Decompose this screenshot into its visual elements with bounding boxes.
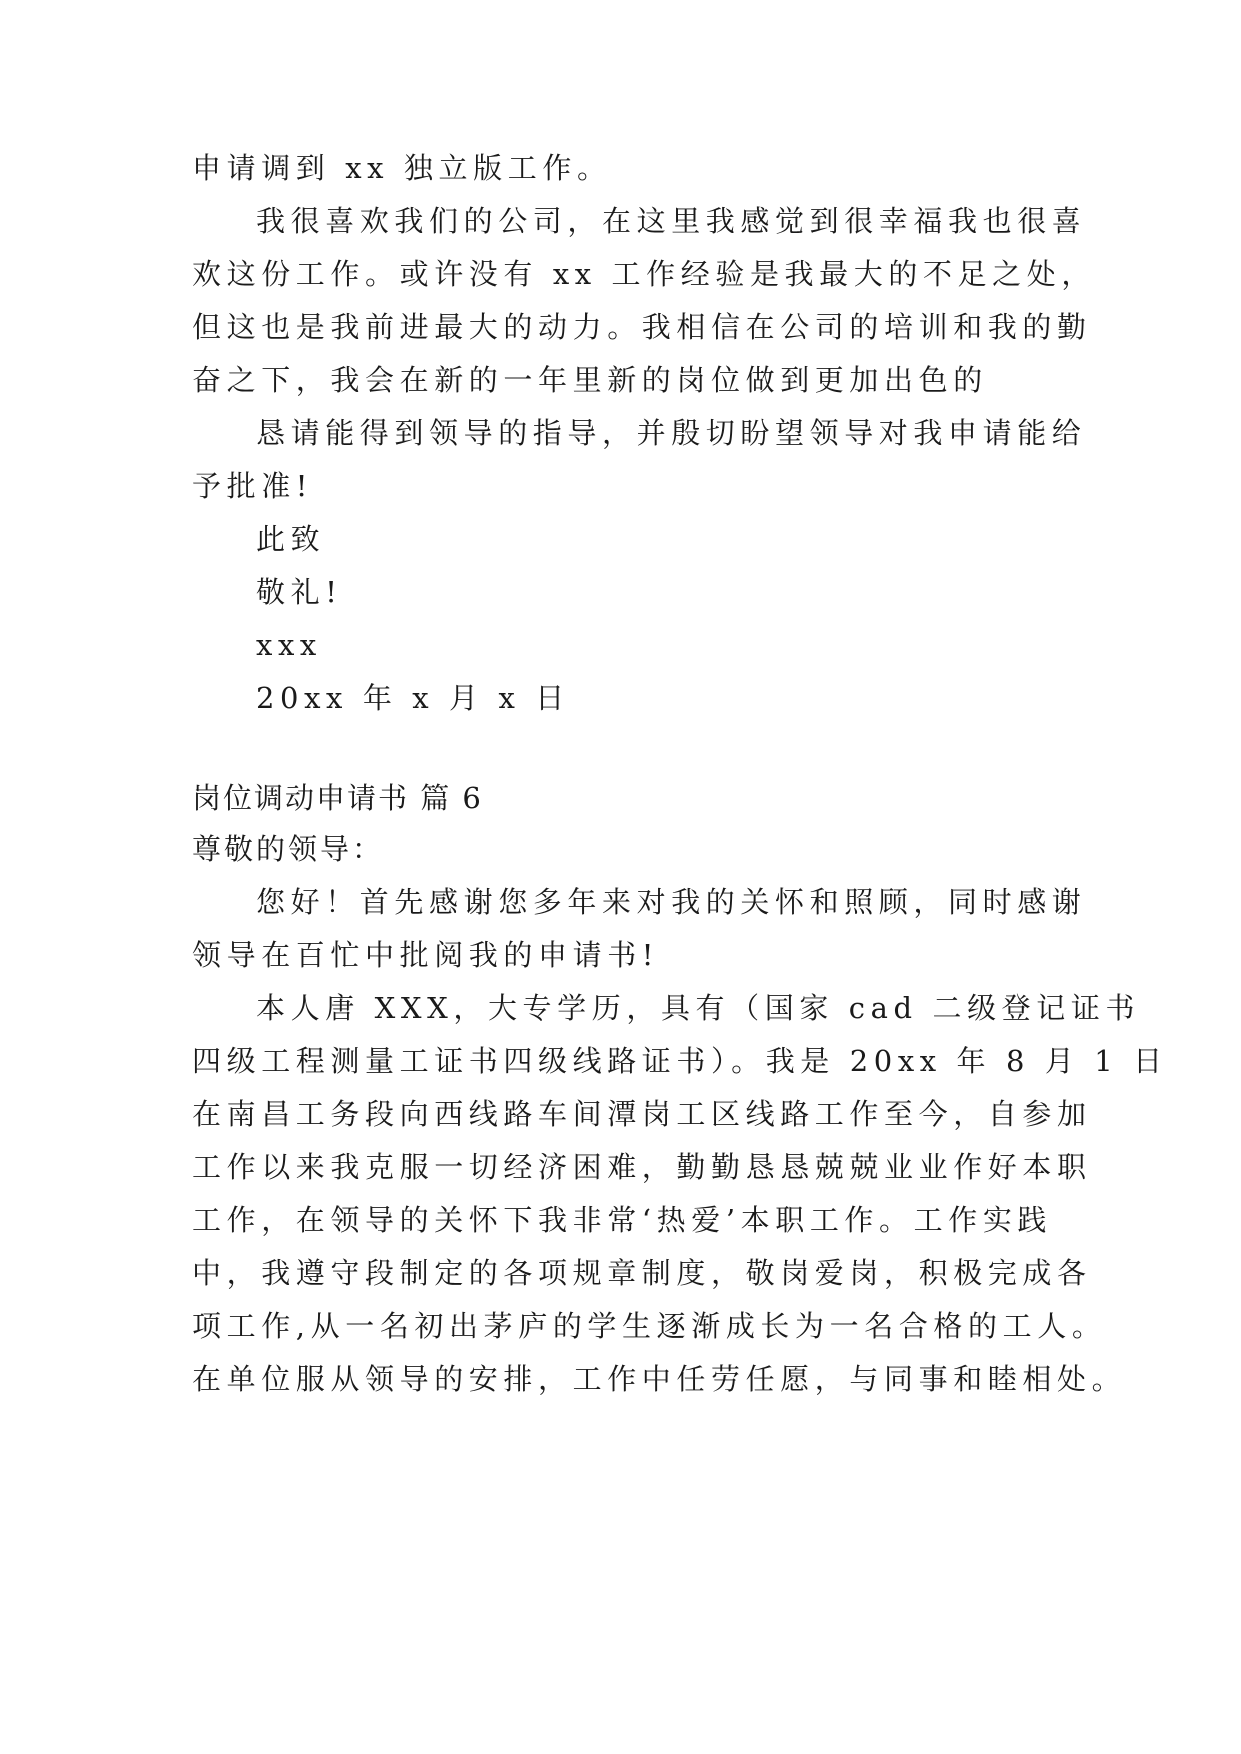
signature-date: 20xx 年 x 月 x 日: [256, 681, 570, 715]
body-line: 工作以来我克服一切经济困难，勤勤恳恳兢兢业业作好本职: [192, 1150, 1092, 1184]
salutation: 尊敬的领导：: [192, 832, 385, 866]
body-line: 欢这份工作。或许没有 xx 工作经验是我最大的不足之处，: [192, 257, 1096, 291]
body-line: 奋之下，我会在新的一年里新的岗位做到更加出色的: [192, 363, 988, 397]
body-line: 四级工程测量工证书四级线路证书）。我是 20xx 年 8 月 1 日: [192, 1044, 1168, 1078]
body-line: 中，我遵守段制定的各项规章制度，敬岗爱岗，积极完成各: [192, 1256, 1092, 1290]
closing-text: 此致: [256, 522, 326, 556]
body-line: 予批准!: [192, 469, 314, 503]
body-line: 我很喜欢我们的公司，在这里我感觉到很幸福我也很喜: [256, 204, 1087, 238]
body-line: 在南昌工务段向西线路车间潭岗工区线路工作至今，自参加: [192, 1097, 1092, 1131]
body-line: 恳请能得到领导的指导，并殷切盼望领导对我申请能给: [256, 416, 1087, 450]
body-line: 申请调到 xx 独立版工作。: [192, 151, 612, 185]
body-line: 工作，在领导的关怀下我非常‘热爱’本职工作。工作实践: [192, 1203, 1053, 1237]
body-line: 本人唐 XXX，大专学历，具有（国家 cad 二级登记证书: [256, 991, 1141, 1025]
body-line: 在单位服从领导的安排，工作中任劳任愿，与同事和睦相处。: [192, 1362, 1127, 1396]
body-line: 您好！首先感谢您多年来对我的关怀和照顾，同时感谢: [256, 885, 1087, 919]
body-line: 项工作,从一名初出茅庐的学生逐渐成长为一名合格的工人。: [192, 1309, 1107, 1343]
section-heading: 岗位调动申请书 篇 6: [192, 781, 483, 815]
signature-name: xxx: [256, 628, 322, 662]
body-line: 领导在百忙中批阅我的申请书!: [192, 938, 660, 972]
body-line: 但这也是我前进最大的动力。我相信在公司的培训和我的勤: [192, 310, 1092, 344]
regards-text: 敬礼!: [256, 575, 343, 609]
